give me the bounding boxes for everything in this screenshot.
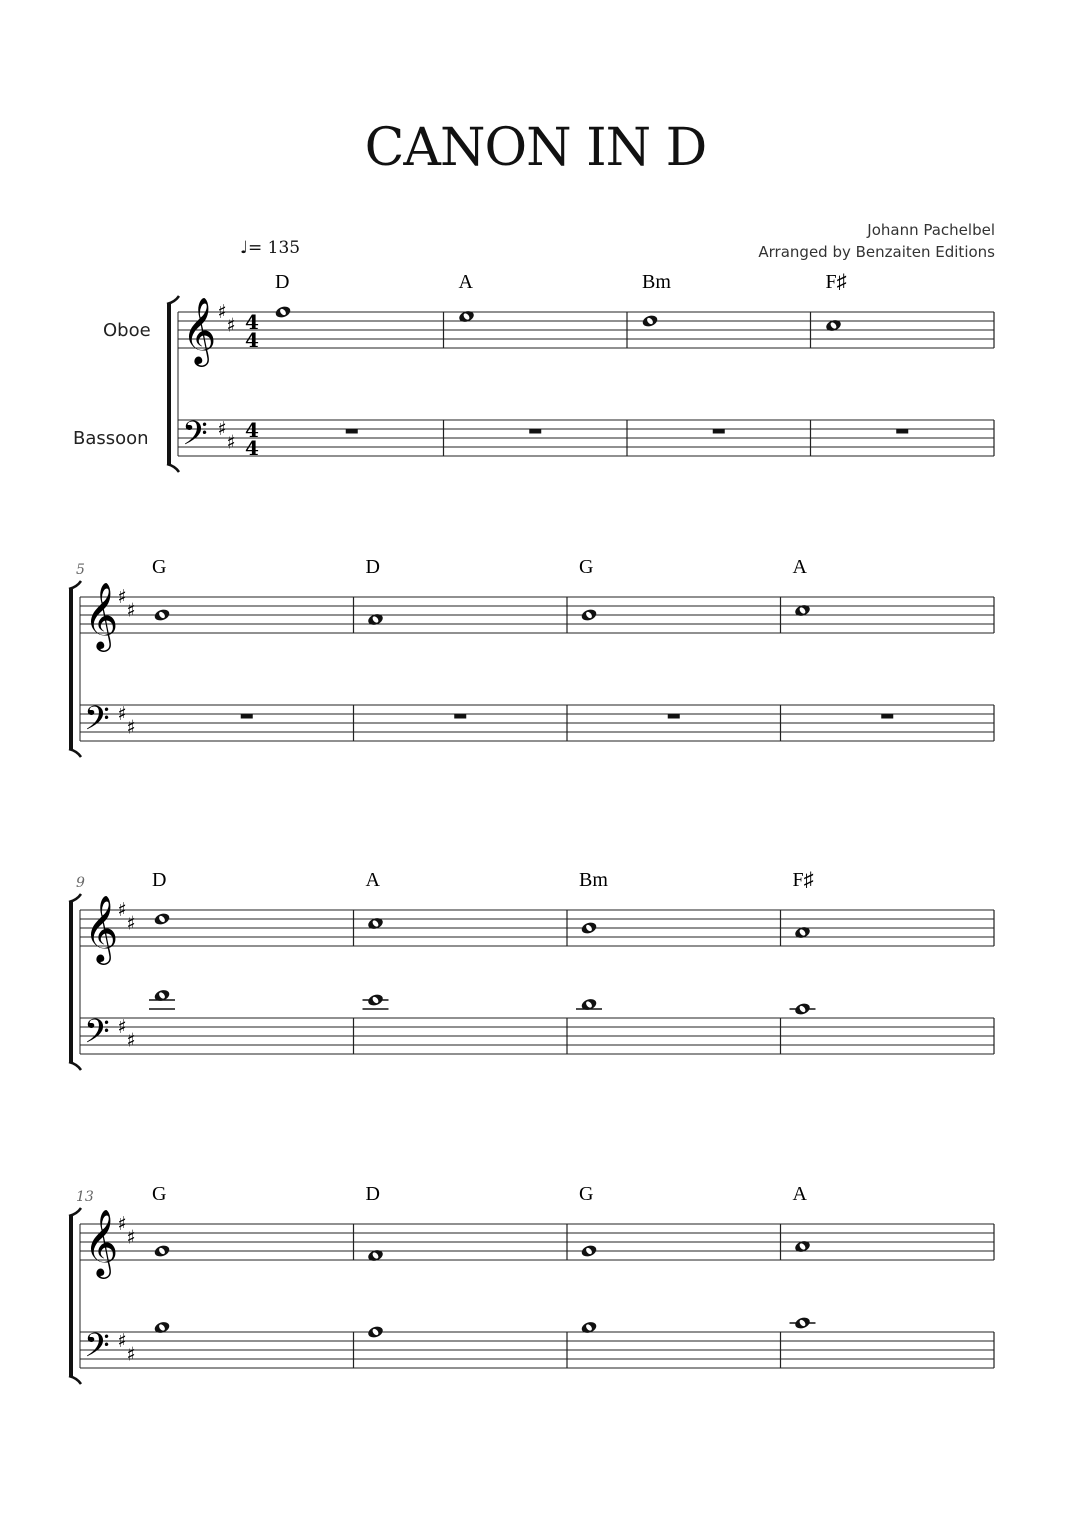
whole-note [367,1248,385,1263]
chord-symbol: D [365,1183,380,1205]
sharp-icon: ♯ [117,586,127,608]
whole-note [153,608,171,623]
bracket-bottom [69,1376,81,1384]
measure-number: 9 [76,875,85,891]
oboe-staff [80,910,994,946]
chord-symbol: D [365,556,380,578]
bassoon-staff [178,420,994,456]
sharp-icon: ♯ [217,418,227,440]
chord-symbol: D [275,271,290,293]
instrument-label-bassoon: Bassoon [73,428,149,449]
whole-rest-icon [241,714,253,719]
bass-clef-icon: 𝄢 [84,700,110,746]
treble-clef-icon: 𝄞 [84,894,119,962]
chord-symbol: G [152,1183,167,1205]
whole-note [153,1320,171,1335]
bassoon-staff [80,1332,994,1368]
sharp-icon: ♯ [226,431,236,454]
whole-note [641,314,659,329]
quarter-note-icon: ♩ [240,238,249,258]
sharp-icon: ♯ [126,599,136,622]
whole-note [580,921,598,936]
time-signature-denominator: 4 [245,436,259,460]
treble-clef-icon: 𝄞 [84,581,119,649]
sharp-icon: ♯ [126,1029,136,1052]
tempo-value: = 135 [248,238,301,258]
whole-note [153,912,171,927]
whole-note [274,305,292,320]
treble-clef-icon: 𝄞 [182,296,217,364]
system-bracket [69,1208,81,1384]
bass-clef-icon: 𝄢 [84,1327,110,1373]
bracket-top [69,894,81,902]
measure-number: 13 [76,1189,94,1205]
whole-note [153,1244,171,1259]
time-signature-denominator: 4 [245,328,259,352]
measure-number: 5 [76,562,85,578]
chord-symbol: A [792,556,807,578]
bracket-bottom [69,1062,81,1070]
bass-clef-icon: 𝄢 [182,415,208,461]
sharp-icon: ♯ [117,899,127,921]
whole-note [794,1239,812,1254]
chord-symbol: F♯ [792,869,814,891]
sharp-icon: ♯ [117,1016,127,1038]
sharp-icon: ♯ [126,1226,136,1249]
instrument-label-oboe: Oboe [103,320,151,341]
oboe-staff [178,312,994,348]
chord-symbol: Bm [642,271,671,293]
whole-note [825,318,843,333]
sharp-icon: ♯ [117,703,127,725]
whole-note [580,608,598,623]
chord-symbol: F♯ [825,271,847,293]
whole-note [367,993,385,1008]
whole-note [794,1002,812,1017]
sharp-icon: ♯ [226,314,236,337]
chord-symbol: G [152,556,167,578]
chord-symbol: G [579,556,594,578]
score-title: CANON IN D [364,118,707,178]
oboe-staff [80,1224,994,1260]
sharp-icon: ♯ [126,1343,136,1366]
composer-name: Johann Pachelbel [867,221,995,239]
oboe-staff [80,597,994,633]
whole-note [794,925,812,940]
whole-note [458,309,476,324]
arranger-credit: Arranged by Benzaiten Editions [758,243,995,261]
bracket-bottom [69,749,81,757]
chord-symbol: G [579,1183,594,1205]
time-signature-numerator: 4 [245,418,259,442]
whole-rest-icon [881,714,893,719]
bassoon-staff [80,1018,994,1054]
whole-rest-icon [668,714,680,719]
bass-clef-icon: 𝄢 [84,1013,110,1059]
whole-rest-icon [529,429,541,434]
bracket-bottom [167,464,179,472]
chord-symbol: A [458,271,473,293]
whole-note [367,1325,385,1340]
whole-note [580,1320,598,1335]
sharp-icon: ♯ [126,716,136,739]
chord-symbol: Bm [579,869,608,891]
whole-note [794,603,812,618]
whole-note [580,1244,598,1259]
sharp-icon: ♯ [217,301,227,323]
system-bracket [167,296,179,472]
chord-symbol: A [792,1183,807,1205]
bracket-top [69,581,81,589]
bracket-top [69,1208,81,1216]
sharp-icon: ♯ [117,1213,127,1235]
time-signature-numerator: 4 [245,310,259,334]
whole-rest-icon [713,429,725,434]
bassoon-staff [80,705,994,741]
whole-rest-icon [346,429,358,434]
treble-clef-icon: 𝄞 [84,1208,119,1276]
system-bracket [69,581,81,757]
whole-rest-icon [454,714,466,719]
whole-note [367,916,385,931]
whole-note [794,1316,812,1331]
chord-symbol: D [152,869,167,891]
whole-note [367,612,385,627]
chord-symbol: A [365,869,380,891]
system-bracket [69,894,81,1070]
whole-rest-icon [896,429,908,434]
sharp-icon: ♯ [126,912,136,935]
sharp-icon: ♯ [117,1330,127,1352]
bracket-top [167,296,179,304]
